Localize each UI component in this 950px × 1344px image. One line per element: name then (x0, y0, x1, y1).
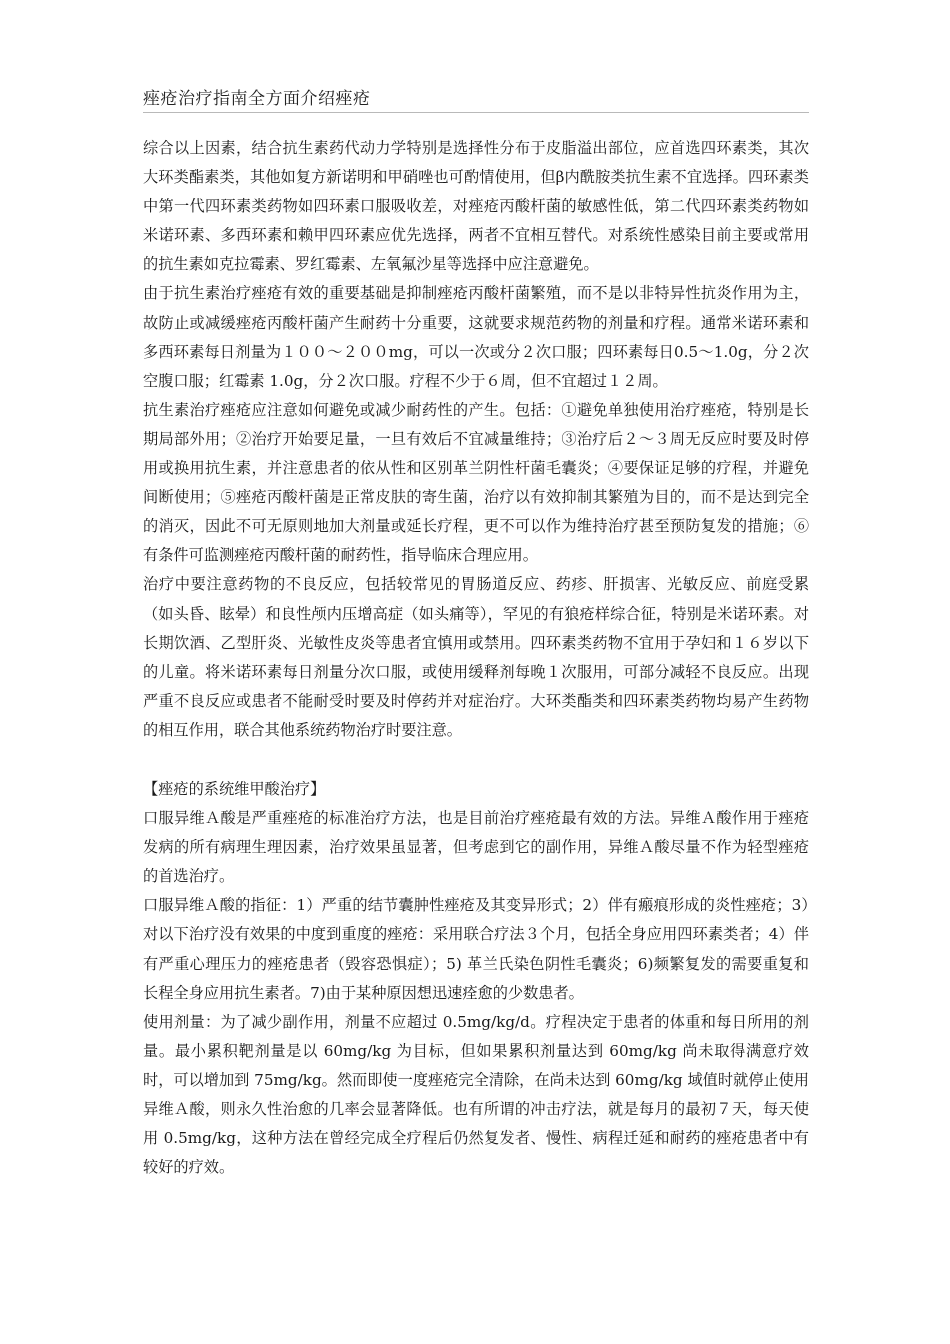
paragraph-adverse-reactions: 治疗中要注意药物的不良反应，包括较常见的胃肠道反应、药疹、肝损害、光敏反应、前庭受累（如头昏、眩晕）和良性颅内压增高症（如头痛等），罕见的有狼疮样综合征，特别是米诺环素。对长期饮酒、乙型肝炎、光敏性皮炎等患者宜慎用或禁用。四环素类药物不宜用于孕妇和１６岁以下的儿童。将米诺环素每日剂量分次口服，或使用缓释剂每晚１次服用，可部分减轻不良反应。出现严重不良反应或患者不能耐受时要及时停药并对症治疗。大环类酯类和四环素类药物均易产生药物的相互作用，联合其他系统药物治疗时要注意。 (143, 575, 809, 739)
paragraph-resistance-avoidance: 抗生素治疗痤疮应注意如何避免或减少耐药性的产生。包括：①避免单独使用治疗痤疮，特别是长期局部外用；②治疗开始要足量，一旦有效后不宜减量维持；③治疗后２～３周无反应时要及时停用或换用抗生素，并注意患者的依从性和区别革兰阴性杆菌毛囊炎；④要保证足够的疗程，并避免间断使用；⑤痤疮丙酸杆菌是正常皮肤的寄生菌，治疗以有效抑制其繁殖为目的，而不是达到完全的消灭，因此不可无原则地加大剂量或延长疗程，更不可以作为维持治疗甚至预防复发的措施；⑥有条件可监测痤疮丙酸杆菌的耐药性，指导临床合理应用。 (143, 400, 809, 565)
paragraph-isotretinoin-dosage: 使用剂量：为了减少副作用，剂量不应超过 0.5mg/kg/d。疗程决定于患者的体重和每日所用的剂量。最小累积靶剂量是以 60mg/kg 为目标，但如果累积剂量达到 60mg/kg 尚未取得满意疗效时，可以增加到 75mg/kg。然而即使一度痤疮完全清除，在尚未达到 60mg/kg 域值时就停止使用异维Ａ酸，则永久性治愈的几率会显著降低。也有所谓的冲击疗法，就是每月的最初７天，每天使用 0.5mg/kg，这种方法在曾经完成全疗程后仍然复发者、慢性、病程迁延和耐药的痤疮患者中有较好的疗效。 (143, 1012, 809, 1177)
paragraph-isotretinoin-indications: 口服异维Ａ酸的指征：1）严重的结节囊肿性痤疮及其变异形式；2）伴有瘢痕形成的炎性痤疮；3）对以下治疗没有效果的中度到重度的痤疮：采用联合疗法３个月，包括全身应用四环素类者；4）伴有严重心理压力的痤疮患者（毁容恐惧症）；5) 革兰氏染色阴性毛囊炎；6)频繁复发的需要重复和长程全身应用抗生素者。7)由于某种原因想迅速痊愈的少数患者。 (143, 896, 809, 1002)
paragraph-antibiotic-selection: 综合以上因素，结合抗生素药代动力学特别是选择性分布于皮脂溢出部位，应首选四环素类，其次大环类酯素类，其他如复方新诺明和甲硝唑也可酌情使用，但β内酰胺类抗生素不宜选择。四环素类中第一代四环素类药物如四环素口服吸收差，对痤疮丙酸杆菌的敏感性低，第二代四环素类药物如米诺环素、多西环素和赖甲四环素应优先选择，两者不宜相互替代。对系统性感染目前主要或常用的抗生素如克拉霉素、罗红霉素、左氧氟沙星等选择中应注意避免。 (143, 139, 809, 274)
document-body (143, 134, 809, 1182)
paragraph-isotretinoin-intro: 口服异维Ａ酸是严重痤疮的标准治疗方法，也是目前治疗痤疮最有效的方法。异维Ａ酸作用于痤疮发病的所有病理生理因素，治疗效果虽显著，但考虑到它的副作用，异维Ａ酸尽量不作为轻型痤疮的首选治疗。 (143, 809, 809, 886)
paragraph-gap (143, 745, 809, 775)
section-title-retinoid: 【痤疮的系统维甲酸治疗】 (143, 779, 326, 798)
page-header-title: 痤疮治疗指南全方面介绍痤疮 (143, 89, 371, 109)
header-divider (143, 112, 809, 113)
paragraph-antibiotic-dosage: 由于抗生素治疗痤疮有效的重要基础是抑制痤疮丙酸杆菌繁殖，而不是以非特异性抗炎作用为主，故防止或减缓痤疮丙酸杆菌产生耐药十分重要，这就要求规范药物的剂量和疗程。通常米诺环素和多西环素每日剂量为１００～２００mg，可以一次或分２次口服；四环素每日0.5～1.0g，分２次空腹口服；红霉素 1.0g，分２次口服。疗程不少于６周，但不宜超过１２周。 (143, 284, 809, 390)
